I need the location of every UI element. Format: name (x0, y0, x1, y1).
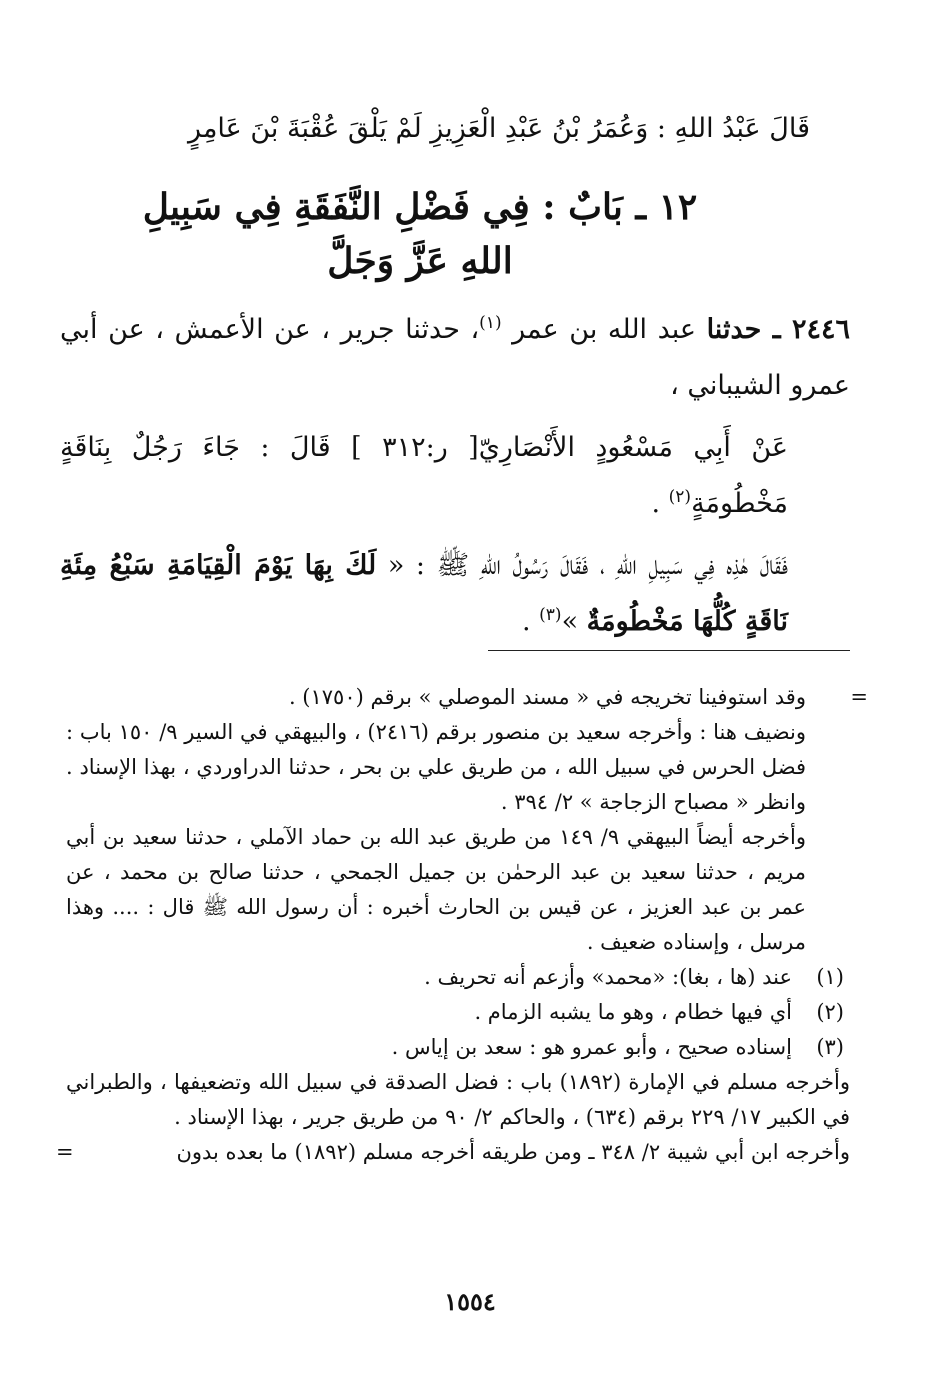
continued-mark: = (56, 1140, 74, 1164)
narration-1-end: . (651, 488, 669, 519)
intro-line: قَالَ عَبْدُ اللهِ : وَعُمَرُ بْنُ عَبْدِ الْعَزِيزِ لَمْ يَلْقَ عُقْبَةَ بْنَ عَامِرٍ (188, 113, 810, 144)
hadith-narration-1 (60, 420, 850, 532)
hadith-chain-part-b: ، حدثنا جرير ، عن الأعمش ، عن أبي عمرو الشيباني ، (60, 314, 850, 401)
footnote-ref-3: (٣) (539, 605, 562, 625)
narration-2-text: فَقَالَ هٰذِه فِي سَبِيلِ اللهِ ، فَقَالَ رَسُولُ اللهِ ﷺ : « (376, 550, 788, 581)
footnote-2 (66, 995, 850, 1030)
hadith-chain (60, 302, 850, 414)
chapter-heading (130, 180, 710, 288)
narration-2-end: . (521, 606, 540, 637)
footnote-number: (٣) (816, 1035, 844, 1059)
footnote-text: أي فيها خطام ، وهو ما يشبه الزمام . (474, 1000, 792, 1024)
footnote-text: عند (ها ، بغا): «محمد» وأزعم أنه تحريف . (424, 965, 792, 989)
chapter-heading-line-2: اللهِ عَزَّ وَجَلَّ (327, 240, 513, 282)
footnote-continuation-line: وقد استوفينا تخريجه في « مسند الموصلي » برقم (١٧٥٠) . (288, 685, 806, 709)
hadith-chain-part-a: عبد الله بن عمر (512, 314, 707, 345)
prophet-saying: لَكَ بِهَا يَوْمَ الْقِيَامَةِ سَبْعُ مِئَةِ نَاقَةٍ كُلُّهَا مَخْطُومَةٌ (60, 550, 788, 637)
hadith-text (60, 302, 850, 656)
footnote-3-continuation: وأخرجه مسلم في الإمارة (١٨٩٢) باب : فضل الصدقة في سبيل الله وتضعيفها ، والطبراني في الكبير ١٧/ ٢٢٩ برقم (٦٣٤) ، والحاكم ٢/ ٩٠ من طريق جرير ، بهذا الإسناد . (66, 1070, 851, 1129)
footnote-text: إسناده صحيح ، وأبو عمرو هو : سعد بن إياس . (391, 1035, 792, 1059)
footnote-last-text: وأخرجه ابن أبي شيبة ٢/ ٣٤٨ ـ ومن طريقه أخرجه مسلم (١٨٩٢) ما بعده بدون (176, 1140, 850, 1164)
continuation-mark: = (850, 685, 868, 709)
footnote-ref-1: (١) (479, 313, 502, 333)
footnote-continuation-line: وأخرجه أيضاً البيهقي ٩/ ١٤٩ من طريق عبد الله بن حماد الآملي ، حدثنا سعيد بن أبي مريم ، حدثنا سعيد بن عبد الرحمٰن بن جميل الجمحي ، حدثنا صالح بن محمد ، عن عمر بن عبد العزيز ، عن قيس بن الحارث أخبره : أن رسول الله ﷺ قال : .... وهذا مرسل ، وإسناده ضعيف . (66, 825, 807, 954)
footnote-3 (66, 1030, 850, 1065)
footnote-ref-2: (٢) (668, 487, 692, 507)
hadith-narration-2 (60, 538, 850, 650)
chapter-heading-line-1: ١٢ ـ بَابٌ : فِي فَضْلِ النَّفَقَةِ فِي سَبِيلِ (142, 186, 698, 228)
narration-2-close: » (561, 606, 587, 637)
footnote-last-line (56, 1135, 850, 1170)
narration-1-text: عَنْ أَبِي مَسْعُودٍ الأَنْصَارِيّ[ ر:٣١٢ ] قَالَ : جَاءَ رَجُلٌ بِنَاقَةٍ مَخْطُومَةٍ (60, 432, 788, 519)
footnote-number: (٢) (816, 1000, 844, 1024)
footnote-continuation (66, 680, 868, 960)
footnotes-section (56, 680, 868, 1170)
footnote-number: (١) (816, 965, 844, 989)
hadith-number: ٢٤٤٦ ـ حدثنا (706, 314, 850, 345)
footnote-continuation-line: ونضيف هنا : وأخرجه سعيد بن منصور برقم (٢٤١٦) ، والبيهقي في السير ٩/ ١٥٠ باب : فضل الحرس في سبيل الله ، من طريق علي بن بحر ، حدثنا الدراوردي ، بهذا الإسناد . وانظر « مصباح الزجاجة » ٢/ ٣٩٤ . (66, 720, 806, 814)
footnote-1 (66, 960, 850, 995)
footnote-divider (488, 650, 850, 651)
page-number: ١٥٥٤ (444, 1287, 496, 1316)
